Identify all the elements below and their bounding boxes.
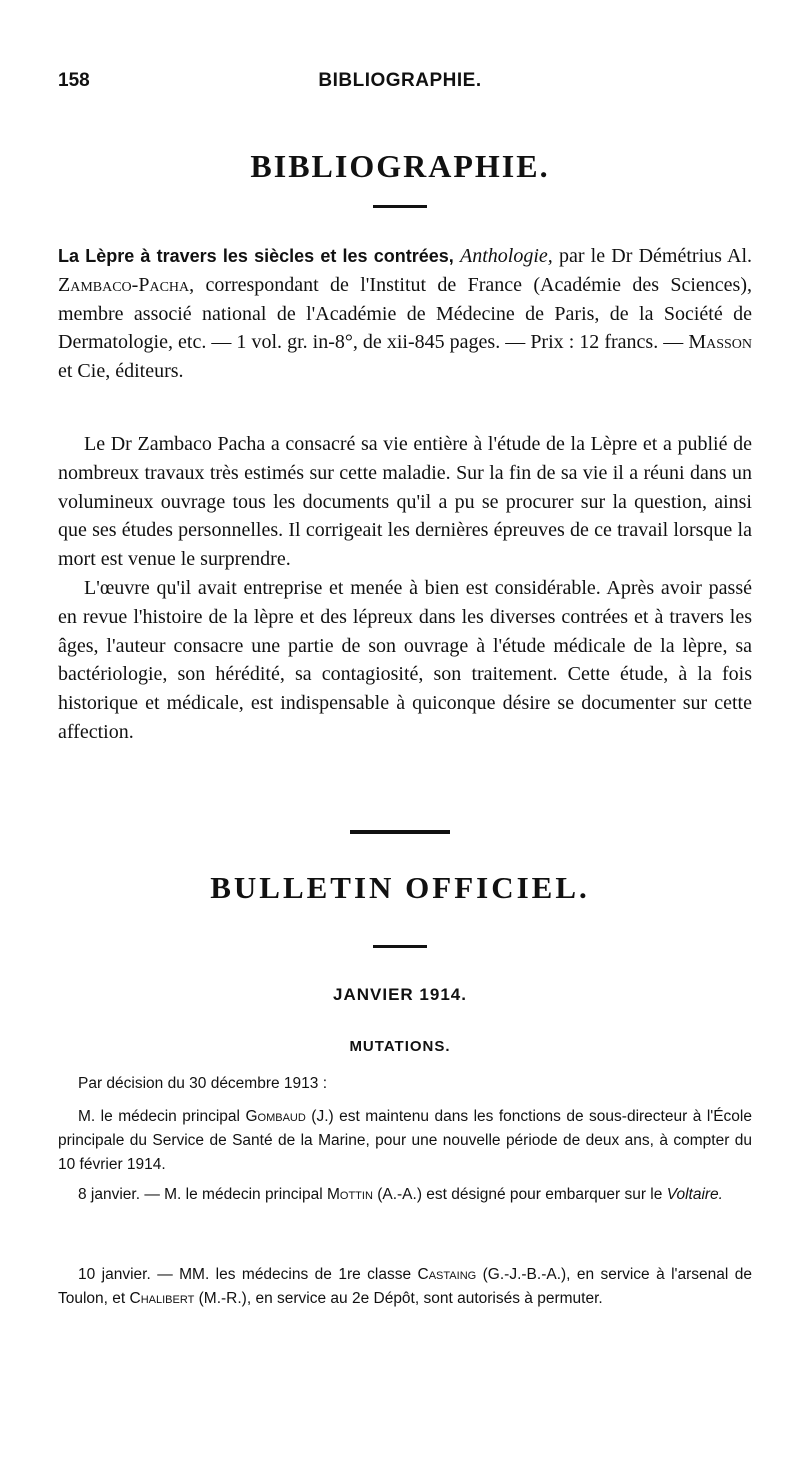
item2-name: Mottin [326,1186,373,1203]
item2-text-b: (A.-A.) est désigné pour embarquer sur le [377,1186,663,1203]
review-paragraph-1: Le Dr Zambaco Pacha a consacré sa vie entière à l'étude de la Lèpre et a publié de nombreux travaux très estimés sur cette maladie. Sur la fin de sa vie il a réuni dans un volumineux ouvrage tous les documents qu'il a pu se procurer sur la question, ainsi que ses études personnelles. Il corrigeait les dernières épreuves de ce travail lorsque la mort est venue le surprendre. [58,433,752,571]
book-entry [58,242,752,386]
item3-text-b: (G.-J.-B.-A.), en service à l'arsenal de Toulon, et [58,1266,753,1307]
author-name: Zambaco-Pacha [58,273,190,296]
bulletin-item [58,1105,752,1177]
entry-text-1: par le Dr Démétrius Al. [558,245,753,267]
mutations-heading: MUTATIONS. [349,1038,451,1055]
decision-line: Par décision du 30 décembre 1913 : [78,1075,328,1092]
bulletin-rule [373,945,427,948]
book-subtitle: Anthologie, [459,245,553,267]
month-heading: JANVIER 1914. [333,985,467,1004]
item3-name-2: Chalibert [129,1290,195,1307]
book-title: La Lèpre à travers les siècles et les contrées, [58,246,454,266]
review-paragraph-2: L'œuvre qu'il avait entreprise et menée à bien est considérable. Après avoir passé en revue l'histoire de la lèpre et des lépreux dans les diverses contrées et à travers les âges, l'auteur consacre une partie de son ouvrage à l'étude médicale de la lèpre, sa bactériologie, son hérédité, sa contagiosité, son traitement. Cette étude, à la fois historique et médicale, est indispensable à quiconque désire se documenter sur cette affection. [58,576,752,743]
item1-name: Gombaud [245,1108,306,1125]
heading-rule [373,205,427,208]
item1-text-b: (J.) est maintenu dans les fonctions de sous-directeur à l'École principale du Service de Santé de la Marine, pour une nouvelle période de deux ans, à compter du 10 février 1914. [58,1108,752,1173]
item3-text-c: (M.-R.), en service au 2e Dépôt, sont autorisés à permuter. [198,1290,603,1307]
item3-text-a: 10 janvier. — MM. les médecins de 1re classe [78,1266,412,1283]
entry-text-3: et Cie, éditeurs. [58,360,184,383]
section-divider [350,830,450,834]
running-header [58,70,742,100]
bibliographie-heading: BIBLIOGRAPHIE. [250,148,550,184]
item2-text-a: 8 janvier. — M. le médecin principal [78,1186,323,1203]
item3-name-1: Castaing [417,1266,477,1283]
item1-text-a: M. le médecin principal [78,1108,240,1125]
item2-ship: Voltaire. [666,1186,723,1203]
publisher-name: Masson [688,331,753,354]
bulletin-heading: BULLETIN OFFICIEL. [210,870,590,905]
running-title: BIBLIOGRAPHIE. [318,70,482,91]
review-body [58,430,752,747]
page-number: 158 [58,70,90,91]
bulletin-item [58,1183,752,1207]
entry-text-2: , correspondant de l'Institut de France (Académie des Sciences), membre associé national de l'Académie de Médecine de Paris, de la Société de Dermatologie, etc. — 1 vol. gr. in-8°, de xii-845 pages. — Prix : 12 francs. — [58,273,752,354]
bulletin-item [58,1263,752,1311]
